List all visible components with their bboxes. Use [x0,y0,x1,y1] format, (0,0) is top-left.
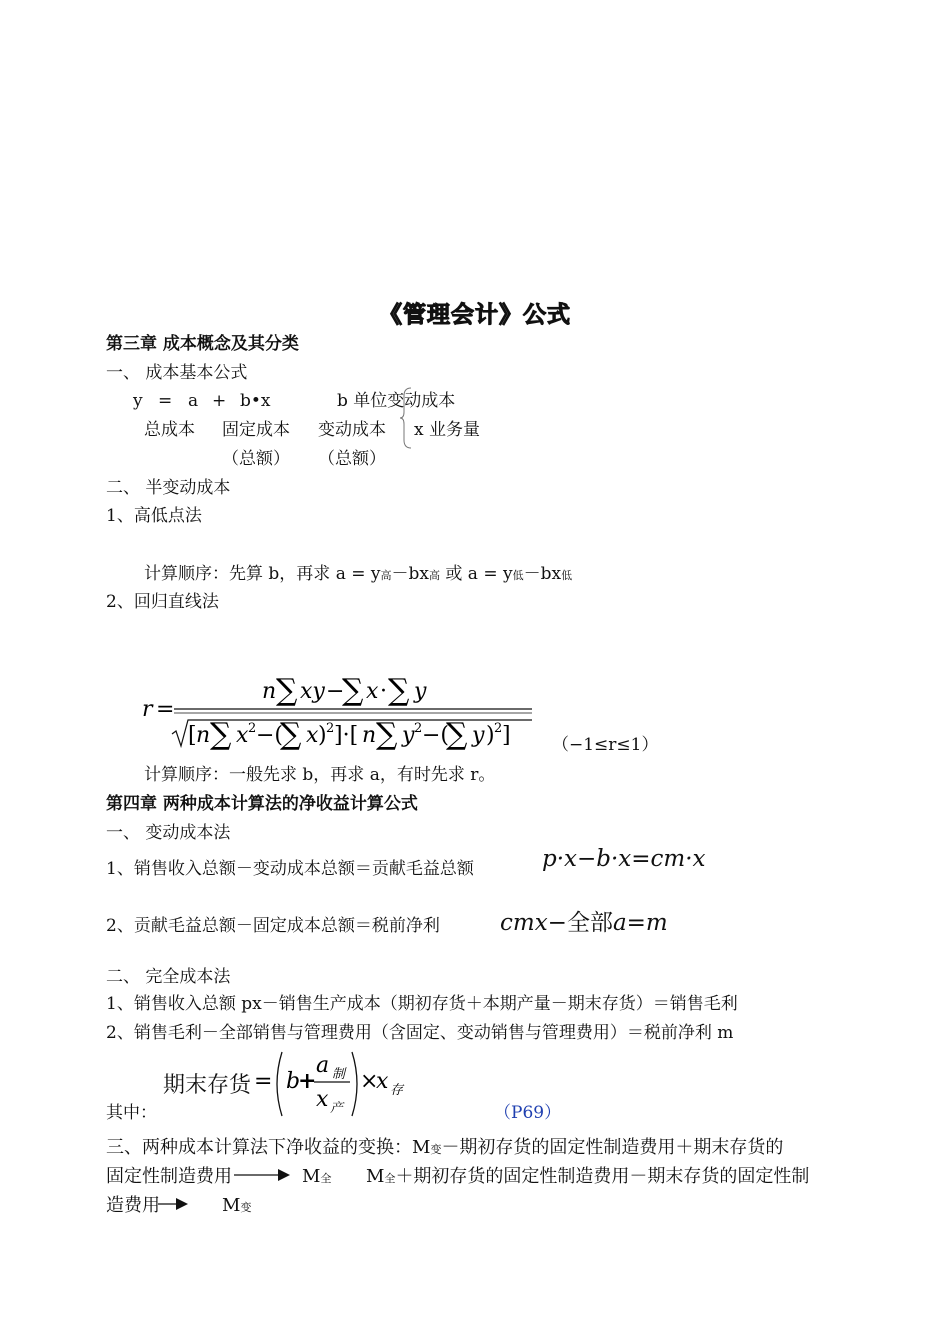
qizhong-label: 其中： [106,1103,157,1123]
label-total-amount-2: （总额） [318,449,386,469]
svg-text:∑: ∑ [446,717,468,752]
svg-text:∑: ∑ [280,717,302,752]
section-basic-formula: 一、 成本基本公式 [106,363,248,383]
svg-text:]·[: ]·[ [334,723,359,748]
eq-a: a [188,391,199,411]
eq-bx: b•x [240,391,271,411]
svg-text:y: y [472,723,485,748]
svg-text:2: 2 [494,721,503,736]
conversion-line-3-a: 造费用 [106,1195,160,1216]
chapter-4-heading: 第四章 两种成本计算法的净收益计算公式 [106,794,418,814]
correlation-formula [140,668,540,758]
svg-text:−: − [326,679,345,704]
svg-text:−(: −( [422,723,450,748]
absorption-costing-eq-2: 2、销售毛利－全部销售与管理费用（含固定、变动销售与管理费用）＝税前净利 m [106,1023,734,1043]
svg-text:y: y [414,679,427,704]
label-fixed-cost: 固定成本 [222,420,290,440]
high-low-order: 计算顺序：先算 b，再求 a = y高－bx高 或 a = y低－bx低 [144,564,573,584]
svg-text:2: 2 [248,721,257,736]
section-variable-costing: 一、 变动成本法 [106,823,231,843]
r-range: （−1≤r≤1） [552,735,659,755]
svg-text:x: x [376,1069,389,1094]
ending-inventory-formula [252,1048,422,1120]
conversion-line-2-a: 固定性制造费用 [106,1166,232,1187]
svg-text:∑: ∑ [210,717,232,752]
svg-text:x: x [366,679,379,704]
arrow-right-icon [158,1198,192,1214]
sub-cun: 存 [390,1083,404,1098]
svg-text:n: n [362,723,377,748]
svg-text:∑: ∑ [342,673,364,708]
regression-method: 2、回归直线法 [106,592,219,612]
label-total-amount-1: （总额） [222,449,290,469]
svg-text:): ) [318,723,327,748]
chapter-3-heading: 第三章 成本概念及其分类 [106,334,299,354]
svg-text:r: r [142,697,153,722]
eq-y: y [133,391,143,411]
conversion-line-1: 三、两种成本计算法下净收益的变换：M变－期初存货的固定性制造费用＋期末存货的 [106,1137,784,1158]
svg-text:+: + [298,1068,317,1094]
svg-text:x: x [236,723,249,748]
conversion-line-2-b: M全＋期初存货的固定性制造费用－期末存货的固定性制 [366,1166,810,1187]
svg-text:x: x [306,723,319,748]
eq-plus: + [212,391,227,411]
svg-text:xy: xy [300,679,325,704]
sub-zhi: 制 [332,1067,346,1082]
section-semi-variable: 二、 半变动成本 [106,478,231,498]
svg-text:x: x [316,1087,329,1112]
svg-text:b: b [286,1069,301,1094]
svg-text:[: [ [188,723,197,748]
b-definition: b 单位变动成本 [337,391,456,411]
svg-text:∑: ∑ [376,717,398,752]
m-quan: M全 [302,1166,332,1187]
eq-equals: = [158,391,173,411]
m-bian: M变 [222,1195,252,1216]
absorption-costing-eq-1: 1、销售收入总额 px－销售生产成本（期初存货＋本期产量－期末存货）＝销售毛利 [106,994,738,1014]
svg-text:×: × [360,1069,379,1094]
svg-text:−(: −( [256,723,284,748]
svg-text:∑: ∑ [276,673,298,708]
sub-chan: 产 [330,1101,344,1116]
svg-text:·: · [380,679,387,704]
brace-icon [400,386,414,450]
document-title: 《管理会计》公式 [379,301,571,328]
svg-text:2: 2 [326,721,335,736]
arrow-right-icon [234,1169,294,1185]
svg-text:]: ] [502,723,511,748]
ending-inventory-label: 期末存货 [163,1073,252,1098]
svg-text:∑: ∑ [388,673,410,708]
svg-text:=: = [156,697,175,722]
x-definition: x 业务量 [414,420,480,440]
page-reference: （P69） [494,1103,562,1123]
svg-text:): ) [486,723,495,748]
section-absorption-costing: 二、 完全成本法 [106,967,231,987]
regression-order: 计算顺序：一般先求 b，再求 a，有时先求 r。 [144,765,496,785]
variable-costing-eq-2: 2、贡献毛益总额－固定成本总额＝税前净利 [106,916,440,936]
svg-text:2: 2 [414,721,423,736]
svg-text:=: = [254,1069,273,1094]
high-low-method: 1、高低点法 [106,506,202,526]
svg-text:y: y [402,723,415,748]
svg-text:n: n [196,723,211,748]
label-total-cost: 总成本 [144,420,195,440]
svg-text:n: n [262,679,277,704]
svg-text:a: a [316,1053,330,1078]
variable-costing-formula-2: cmx−全部a=m [500,910,668,936]
variable-costing-formula-1: p·x−b·x=cm·x [542,846,706,872]
variable-costing-eq-1: 1、销售收入总额－变动成本总额＝贡献毛益总额 [106,859,474,879]
label-variable-cost: 变动成本 [318,420,386,440]
